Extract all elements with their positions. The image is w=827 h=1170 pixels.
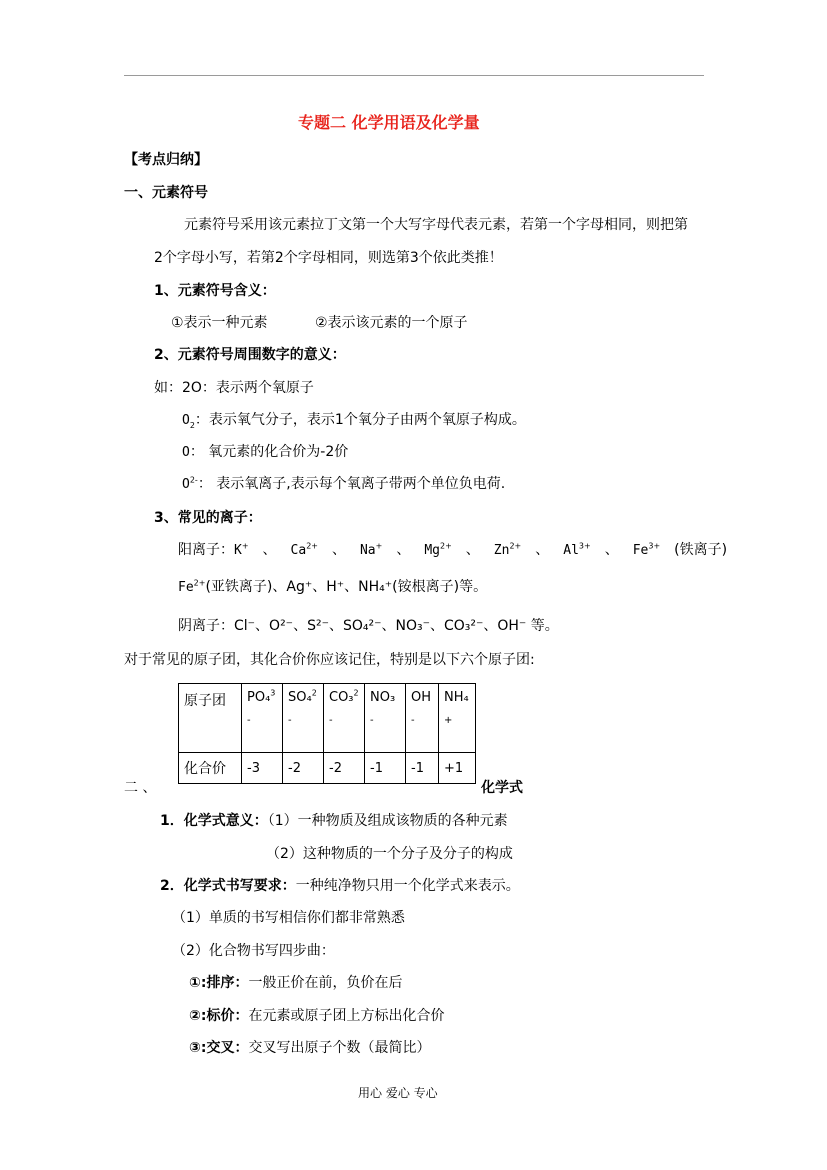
table-cell-group	[242, 684, 283, 753]
cation-separator: 、	[262, 542, 277, 558]
atomic-group-table	[178, 683, 476, 784]
cation-charge: 2+	[509, 541, 522, 551]
group-charge-number: 2	[353, 688, 359, 698]
subheading-meaning: 1、元素符号含义：	[154, 283, 276, 299]
group-charge-sign: -	[247, 715, 251, 726]
example-3	[182, 442, 348, 463]
example-4-text: ： 表示氧离子,表示每个氧离子带两个单位负电荷.	[197, 476, 506, 492]
cation-list	[234, 542, 674, 558]
table-row-label: 化合价	[179, 753, 242, 784]
group-charge-number: 2	[311, 688, 317, 698]
writing-elements: （1）单质的书写相信你们都非常熟悉	[172, 910, 405, 926]
example-2-text: ：表示氧气分子，表示1个氧分子由两个氧原子构成。	[194, 412, 526, 428]
table-cell-group	[365, 684, 406, 753]
page-title: 专题二 化学用语及化学量	[298, 113, 480, 132]
cation-charge: +	[241, 541, 249, 551]
cation-symbol: K	[234, 543, 242, 558]
formula-meaning-label: 1．化学式意义：	[160, 813, 268, 829]
table-row	[179, 684, 476, 753]
meaning-1: ①表示一种元素	[171, 315, 268, 331]
step-3-text: 交叉写出原子个数（最简比）	[248, 1040, 431, 1056]
group-charge-sign: -	[411, 715, 415, 726]
cation-charge: 2+	[440, 541, 452, 551]
formula-meaning-1: （1）一种物质及组成该物质的各种元素	[267, 813, 508, 829]
example-4	[182, 474, 505, 495]
example-1: 如：2O：表示两个氧原子	[154, 380, 314, 396]
section-label: 【考点归纳】	[124, 152, 208, 168]
group-formula: OH	[411, 690, 432, 705]
cation-symbol: Na	[359, 543, 376, 558]
group-formula: CO₃	[329, 690, 354, 705]
step-2-text: 在元素或原子团上方标出化合价	[248, 1008, 445, 1024]
cation-item	[234, 542, 249, 558]
cation-symbol: Ca	[290, 543, 307, 558]
example-3-symbol: O	[182, 445, 190, 460]
group-charge-sign: +	[444, 715, 453, 726]
example-2	[182, 410, 526, 431]
table-cell-valence: -3	[242, 753, 283, 784]
step-2	[189, 1006, 444, 1026]
cation-item	[291, 542, 318, 558]
heading-element-symbols: 一、元素符号	[124, 185, 208, 201]
cation-separator: 、	[465, 542, 480, 558]
anion-line: 阴离子：Cl⁻、O²⁻、S²⁻、SO₄²⁻、NO₃⁻、CO₃²⁻、OH⁻ 等。	[178, 618, 559, 634]
cation-item	[563, 542, 590, 558]
cation-symbol: Fe	[632, 543, 649, 558]
cation-symbol: Mg	[424, 543, 440, 558]
cation-charge: +	[375, 541, 383, 551]
cation-item	[424, 542, 451, 558]
cation-item	[494, 542, 521, 558]
group-formula: NO₃	[370, 690, 396, 705]
table-cell-group	[283, 684, 324, 753]
cation-label: 阳离子：	[178, 542, 234, 558]
example-2-symbol: O	[182, 413, 190, 428]
cation-separator: 、	[604, 542, 619, 558]
fe2-symbol: Fe	[178, 580, 194, 595]
cation-charge: 3+	[648, 541, 661, 551]
paragraph-line-1: 元素符号采用该元素拉丁文第一个大写字母代表元素，若第一个字母相同，则把第	[184, 217, 688, 233]
fe3-note: (铁离子)	[674, 542, 728, 558]
step-1-label: ①:排序：	[189, 975, 249, 991]
cation-line-2-text: (亚铁离子)、Ag⁺、H⁺、NH₄⁺(铵根离子)等。	[205, 579, 488, 595]
page-footer: 用心 爱心 专心	[358, 1086, 438, 1100]
example-3-text: ： 氧元素的化合价为-2价	[189, 444, 349, 460]
step-1	[189, 973, 402, 993]
cation-line-2	[178, 577, 487, 598]
table-cell-valence: -2	[324, 753, 365, 784]
section-2-number: 二 、	[124, 780, 157, 796]
table-cell-valence: -2	[283, 753, 324, 784]
group-formula: SO₄	[288, 690, 312, 705]
cation-separator: 、	[396, 542, 411, 558]
table-cell-valence: +1	[439, 753, 476, 784]
group-formula: NH₄	[444, 690, 469, 705]
table-cell-group	[439, 684, 476, 753]
fe2-charge: 2+	[193, 578, 206, 588]
formula-meaning-2: （2）这种物质的一个分子及分子的构成	[266, 846, 513, 862]
table-cell-group	[324, 684, 365, 753]
paragraph-line-2: 2个字母小写，若第2个字母相同，则选第3个依此类推！	[154, 250, 503, 266]
step-3	[189, 1038, 430, 1058]
formula-requirement-text: 一种纯净物只用一个化学式来表示。	[295, 878, 520, 894]
subheading-numbers: 2、元素符号周围数字的意义：	[154, 347, 346, 363]
cation-separator: 、	[535, 542, 550, 558]
formula-requirement-label: 2．化学式书写要求：	[160, 878, 296, 894]
cation-item	[633, 542, 660, 558]
example-4-charge: 2-	[189, 475, 198, 485]
cation-symbol: Al	[563, 543, 579, 558]
group-intro: 对于常见的原子团，其化合价你应该记住，特别是以下六个原子团:	[124, 652, 535, 668]
table-cell-group	[406, 684, 439, 753]
cation-symbol: Zn	[493, 543, 510, 558]
formula-meaning	[160, 811, 508, 831]
example-2-subscript: 2	[189, 420, 195, 430]
subheading-ions: 3、常见的离子：	[154, 510, 262, 526]
group-charge-number: 3	[270, 688, 276, 698]
step-3-label: ③:交叉：	[189, 1040, 249, 1056]
heading-chemical-formula: 化学式	[481, 780, 523, 796]
table-cell-valence: -1	[365, 753, 406, 784]
group-formula: PO₄	[247, 690, 271, 705]
group-charge-sign: -	[329, 715, 333, 726]
step-1-text: 一般正价在前，负价在后	[248, 975, 403, 991]
step-2-label: ②:标价：	[189, 1008, 249, 1024]
cation-charge: 3+	[578, 541, 591, 551]
group-charge-sign: -	[370, 715, 374, 726]
cation-line	[178, 540, 727, 561]
meaning-2: ②表示该元素的一个原子	[315, 315, 468, 331]
table-row-label: 原子团	[179, 684, 242, 753]
table-row	[179, 753, 476, 784]
header-rule	[124, 75, 704, 76]
group-charge-sign: -	[288, 715, 292, 726]
example-4-symbol: O	[182, 477, 190, 492]
cation-charge: 2+	[306, 541, 318, 551]
writing-compounds: （2）化合物书写四步曲：	[172, 943, 335, 959]
cation-separator: 、	[331, 542, 346, 558]
cation-item	[360, 542, 382, 558]
table-cell-valence: -1	[406, 753, 439, 784]
formula-requirement	[160, 876, 520, 896]
